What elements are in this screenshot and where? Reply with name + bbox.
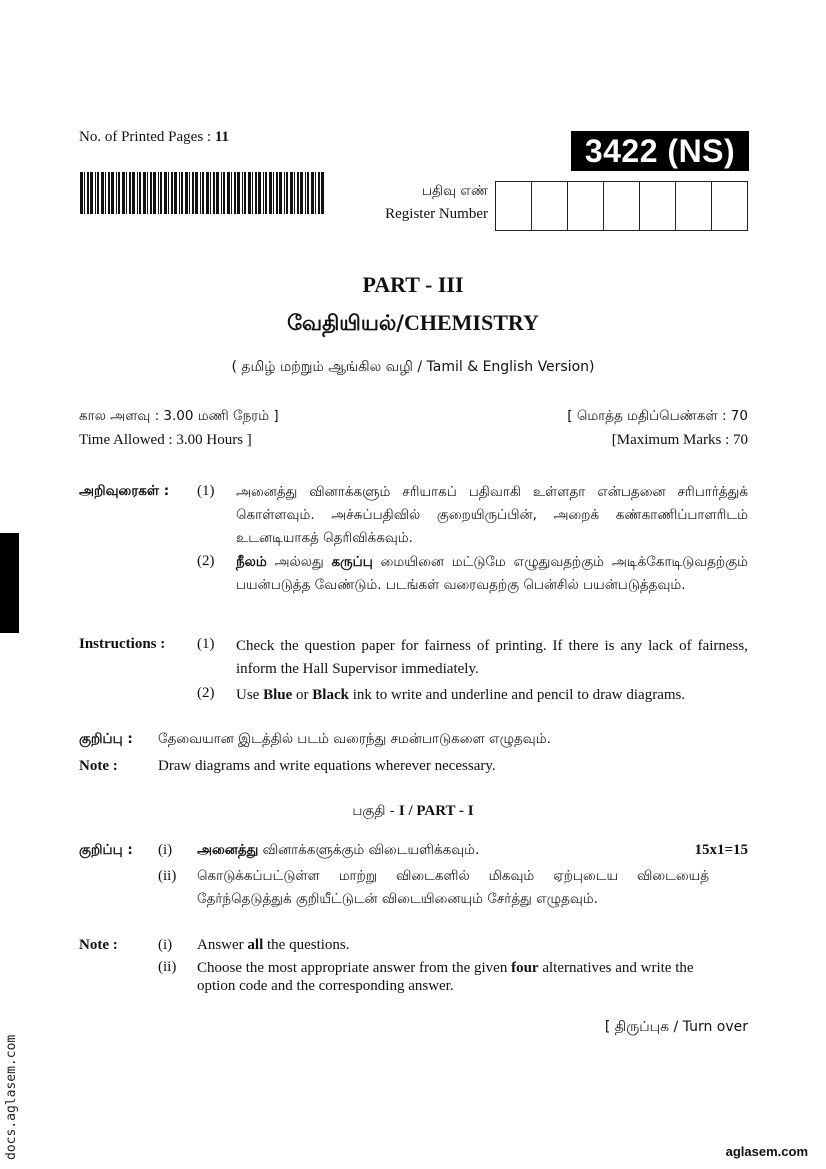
instructions [79,635,748,710]
part-one-heading-tamil: பகுதி - [352,803,399,819]
note-label-tamil: குறிப்பு : [79,731,133,747]
part-one-note-2 [197,959,712,995]
time-tamil: கால அளவு : 3.00 மணி நேரம் ] [79,408,279,424]
register-digit-box [640,182,676,230]
subject-title [0,310,826,338]
part-one-tamil-item-1 [197,842,479,860]
part-one-heading-english: I / PART - I [398,803,474,819]
register-digit-box [532,182,568,230]
text-span: the questions. [263,937,350,953]
item-number: (1) [197,636,215,652]
instructions-label: Instructions : [79,636,166,652]
bold-black: Black [312,687,349,703]
marks-scheme: 15x1=15 [694,842,748,858]
part-one-note-label-tamil: குறிப்பு : [79,842,133,858]
note-text: Draw diagrams and write equations wherever necessary. [158,758,496,774]
paper-code: 3422 (NS) [571,131,749,171]
tamil-instructions-label: அறிவுரைகள் : [79,483,170,499]
tamil-instruction-1: அனைத்து வினாக்களும் சரியாகப் பதிவாகி உள்ளதா என்பதனை சரிபார்த்துக் கொள்ளவும். அச்சுப்பதிவில் குறையிருப்பின், அறைக் கண்காணிப்பாளரிடம் உடனடியாகத் தெரிவிக்கவும். [236,484,748,546]
text-span: அல்லது [266,554,332,570]
note-text-tamil: தேவையான இடத்தில் படம் வரைந்து சமன்பாடுகளை எழுதவும். [158,731,551,747]
register-label: Register Number [385,206,488,222]
time-marks-english [79,432,748,449]
bold-all: all [247,937,264,953]
instruction-2 [236,684,748,707]
item-number: (2) [197,553,215,569]
notes [79,729,748,779]
tamil-instruction-2 [236,551,748,597]
item-number: (i) [158,842,173,858]
register-digit-box [676,182,712,230]
item-number: (1) [197,483,215,499]
bold-blue: நீலம் [236,554,267,570]
register-label-tamil: பதிவு எண் [421,183,488,199]
text-span: வினாக்களுக்கும் விடையளிக்கவும். [258,842,480,858]
marks-tamil: [ மொத்த மதிப்பெண்கள் : 70 [567,408,748,424]
note-label: Note : [79,758,118,774]
edge-marker [0,533,19,633]
item-number: (i) [158,937,173,953]
item-number: (ii) [158,868,177,884]
time-allowed: Time Allowed : 3.00 Hours ] [79,432,252,448]
text-span: alternatives and write the option code and the corresponding answer. [197,960,694,994]
side-watermark: docs.aglasem.com [4,1034,19,1160]
turn-over-text: [ திருப்புக / Turn over [604,1019,748,1035]
register-digit-box [496,182,532,230]
tamil-instructions [79,481,748,621]
item-number: (ii) [158,959,177,975]
text-span: Answer [197,937,248,953]
item-number: (2) [197,685,215,701]
printed-pages-value: 11 [214,129,230,145]
footer-site: aglasem.com [725,1144,808,1159]
text-span: or [292,687,313,703]
register-digit-box [712,182,747,230]
text-span: ink to write and underline and pencil to draw diagrams. [348,687,686,703]
printed-pages [79,129,229,146]
subject-title-tamil: வேதியியல்/ [287,311,404,335]
part-one-notes [79,840,748,1000]
version-line [0,359,826,377]
text-span: Choose the most appropriate answer from the given [197,960,512,976]
printed-pages-label: No. of Printed Pages : [79,129,212,145]
bold-four: four [511,960,539,976]
part-title: PART - III [362,272,464,297]
part-one-note-label: Note : [79,937,118,953]
register-number-boxes [495,181,748,231]
bold-black: கருப்பு [331,554,373,570]
register-digit-box [604,182,640,230]
part-one-tamil-item-2: கொடுக்கப்பட்டுள்ள மாற்று விடைகளில் மிகவும் ஏற்புடைய விடையைத் தேர்ந்தெடுத்துக் குறியீட்டுடன் விடையினையும் சேர்த்து எழுதவும். [197,868,709,907]
text-span: Use [236,687,264,703]
maximum-marks: [Maximum Marks : 70 [611,432,748,448]
bold-all: அனைத்து [197,842,259,858]
part-one-note-1 [197,937,350,954]
version-text: ( தமிழ் மற்றும் ஆங்கில வழி / Tamil & English Version) [231,359,595,375]
turn-over [605,1019,748,1037]
time-marks-tamil [79,408,748,426]
register-digit-box [568,182,604,230]
instruction-1: Check the question paper for fairness of printing. If there is any lack of fairness, inform the Hall Supervisor immediately. [236,638,748,677]
part-one-heading [0,803,826,821]
bold-blue: Blue [263,687,293,703]
barcode-icon [80,172,328,214]
text-span: மையினை மட்டுமே எழுதுவதற்கும் அடிக்கோடிடுவதற்கும் பயன்படுத்த வேண்டும். படங்கள் வரைவதற்கு பென்சில் பயன்படுத்தவும். [236,554,748,593]
subject-title-english: CHEMISTRY [403,310,539,335]
